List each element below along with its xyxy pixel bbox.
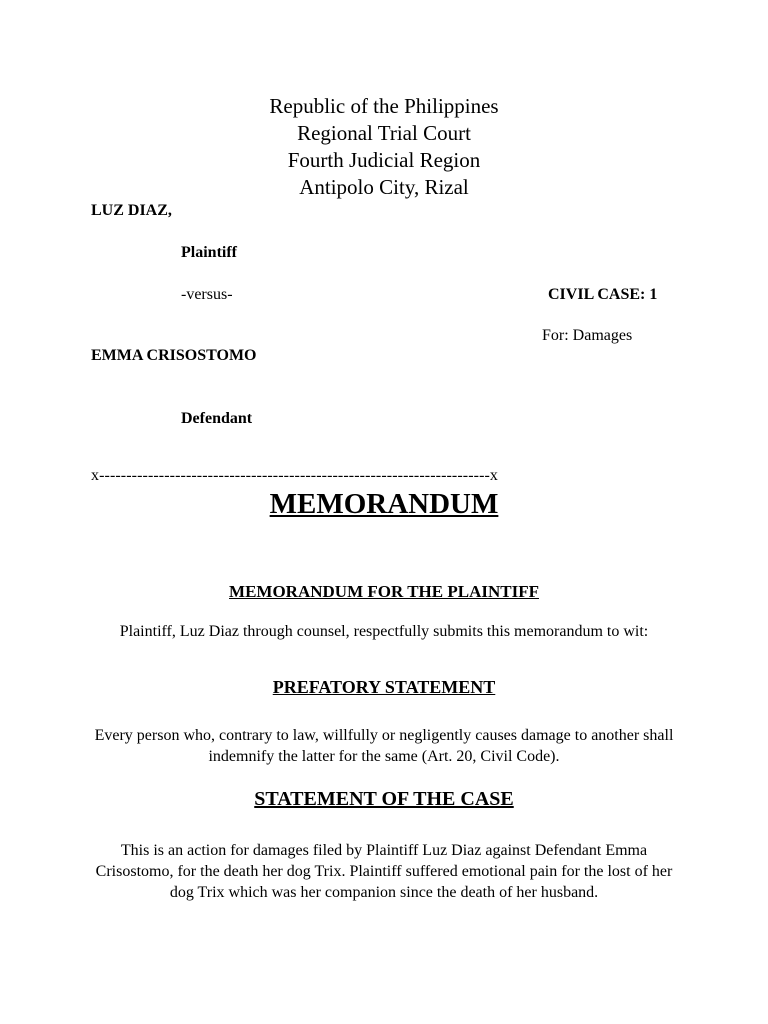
- civil-case-number: CIVIL CASE: 1: [548, 286, 658, 303]
- case-nature: For: Damages: [542, 327, 633, 344]
- memo-heading: MEMORANDUM FOR THE PLAINTIFF: [229, 582, 539, 601]
- court-header-republic: Republic of the Philippines: [269, 94, 499, 118]
- defendant-name: EMMA CRISOSTOMO: [91, 347, 257, 364]
- defendant-role: Defendant: [181, 410, 253, 427]
- versus-label: -versus-: [181, 286, 233, 303]
- prefatory-text: Every person who, contrary to law, willfully or negligently causes damage to another shall indemnify the latter for the same (Art. 20, Civil Code).: [94, 727, 674, 765]
- case-statement-text: This is an action for damages filed by Plaintiff Luz Diaz against Defendant Emma Crisostomo, for the death her dog Trix. Plaintiff suffered emotional pain for the lost of her dog Trix which was her companion since the death of her husband.: [95, 842, 673, 901]
- memo-intro-text: Plaintiff, Luz Diaz through counsel, respectfully submits this memorandum to wit:: [119, 623, 649, 640]
- court-header-city: Antipolo City, Rizal: [299, 175, 469, 199]
- court-header-court: Regional Trial Court: [297, 121, 471, 145]
- court-header-region: Fourth Judicial Region: [287, 148, 481, 172]
- case-statement-heading: STATEMENT OF THE CASE: [254, 788, 514, 810]
- prefatory-heading: PREFATORY STATEMENT: [272, 677, 496, 697]
- document-title: MEMORANDUM: [269, 488, 499, 520]
- plaintiff-role: Plaintiff: [181, 244, 237, 261]
- caption-separator: x------------------------------------------------------------------------x: [91, 467, 499, 484]
- plaintiff-name: LUZ DIAZ,: [91, 202, 172, 219]
